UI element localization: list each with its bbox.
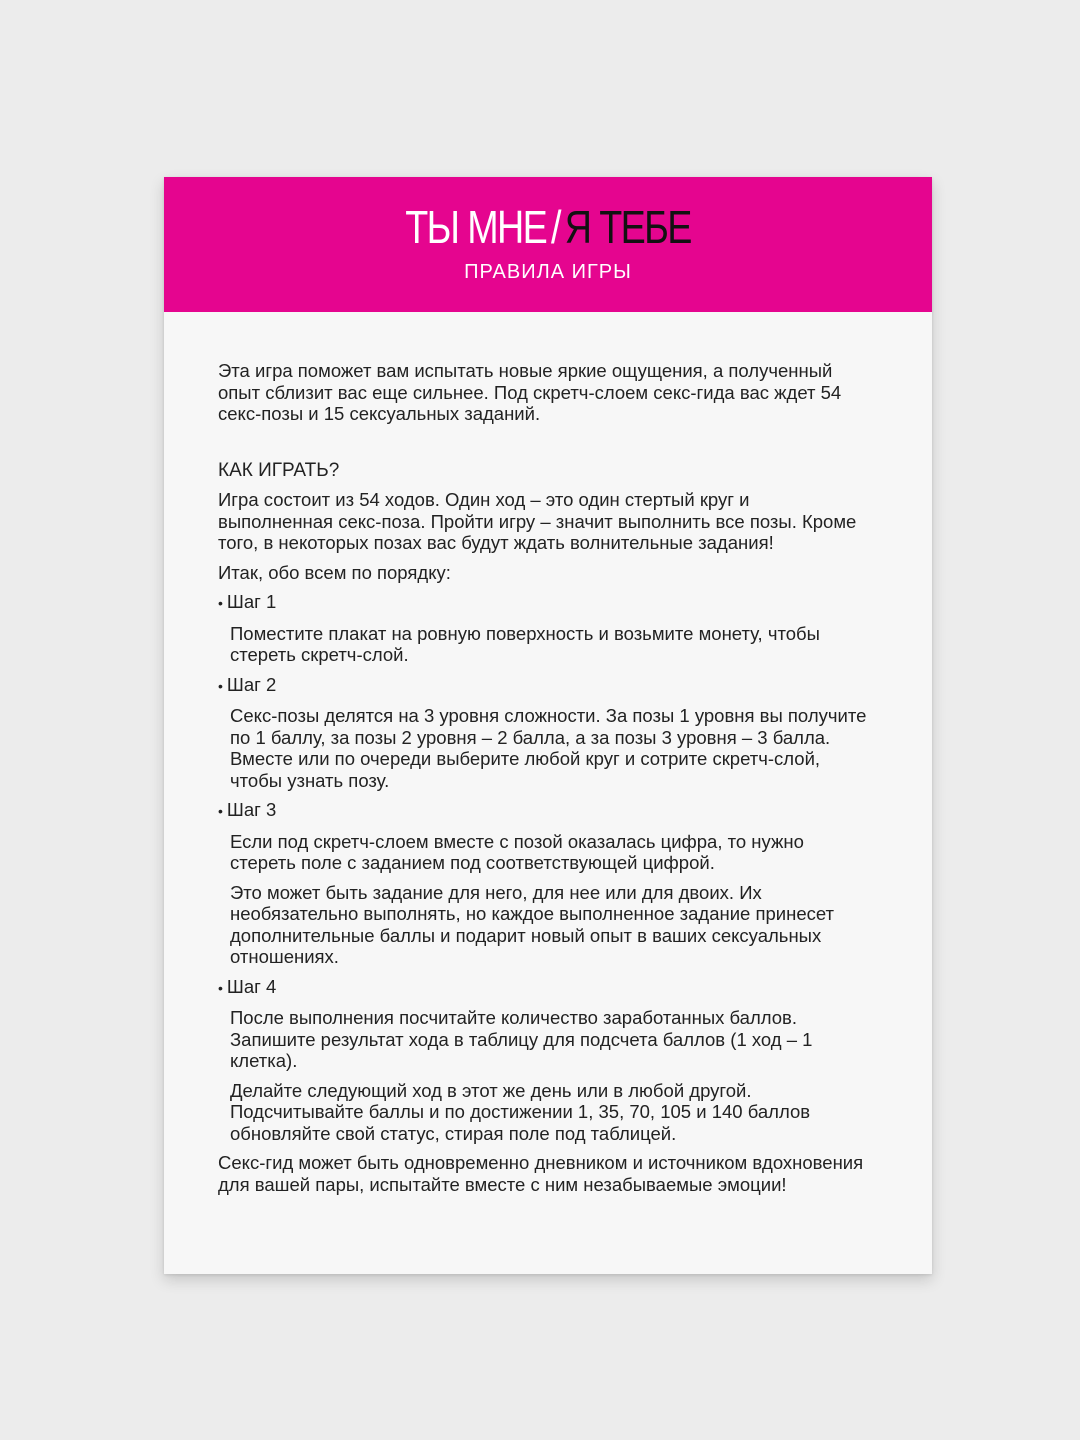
bullet-icon: • [218,677,223,694]
step-4-text-1: После выполнения посчитайте количество заработанных баллов. Запишите результат хода в таблицу для подсчета баллов (1 ход – 1 клетка). [230,1007,813,1071]
bullet-icon: • [218,979,223,996]
step-3-label: • Шаг 3 [218,799,277,820]
step-3-text-2: Это может быть задание для него, для нее или для двоих. Их необязательно выполнять, но каждое выполненное задание принесет дополнительные баллы и подарит новый опыт в ваших сексуальных отношениях. [230,881,835,967]
bullet-icon: • [218,803,223,819]
bullet-icon: • [218,595,223,611]
step-4-text-2: Делайте следующий ход в этот же день или в любой другой. Подсчитывайте баллы и по достижении 1, 35, 70, 105 и 140 баллов обновляйте свой статус, стирая поле под таблицей. [230,1079,811,1144]
step-1-label: • Шаг 1 [218,591,277,612]
rules-content [218,360,868,1195]
title-separator: / [551,201,560,253]
step-2-text: Секс-позы делятся на 3 уровня сложности. За позы 1 уровня вы получите по 1 баллу, за позы 2 уровня – 2 балла, а за позы 3 уровня – 3 балла. Вместе или по очереди выберите любой круг и сотрите скретч-слой, чтобы узнать позу. [230,705,867,791]
how-to-play-heading: КАК ИГРАТЬ? [218,459,340,481]
rules-card [164,177,932,1274]
step-1-text: Поместите плакат на ровную поверхность и возьмите монету, чтобы стереть скретч-слой. [230,622,820,665]
title-part-a: ТЫ МНЕ [405,201,547,253]
game-title [233,177,863,255]
card-header [164,177,932,312]
step-3-text-1: Если под скретч-слоем вместе с позой оказалась цифра, то нужно стереть поле с заданием под соответствующей цифрой. [230,830,804,873]
closing-paragraph: Секс-гид может быть одновременно дневником и источником вдохновения для вашей пары, испытайте вместе с ним незабываемые эмоции! [218,1152,864,1195]
rules-subtitle: ПРАВИЛА ИГРЫ [464,261,632,283]
step-2-label: • Шаг 2 [218,673,277,695]
step-4-label: • Шаг 4 [218,975,277,997]
lead-in-text: Итак, обо всем по порядку: [218,561,451,583]
intro-paragraph: Эта игра поможет вам испытать новые яркие ощущения, а полученный опыт сблизит вас еще сильнее. Под скретч-слоем секс-гида вас ждет 54 секс-позы и 15 сексуальных заданий. [218,360,842,424]
how-to-play-paragraph: Игра состоит из 54 ходов. Один ход – это один стертый круг и выполненная секс-поза. Пройти игру – значит выполнить все позы. Кроме того, в некоторых позах вас будут ждать волнительные задания! [218,489,857,553]
title-part-b: Я ТЕБЕ [564,201,691,253]
